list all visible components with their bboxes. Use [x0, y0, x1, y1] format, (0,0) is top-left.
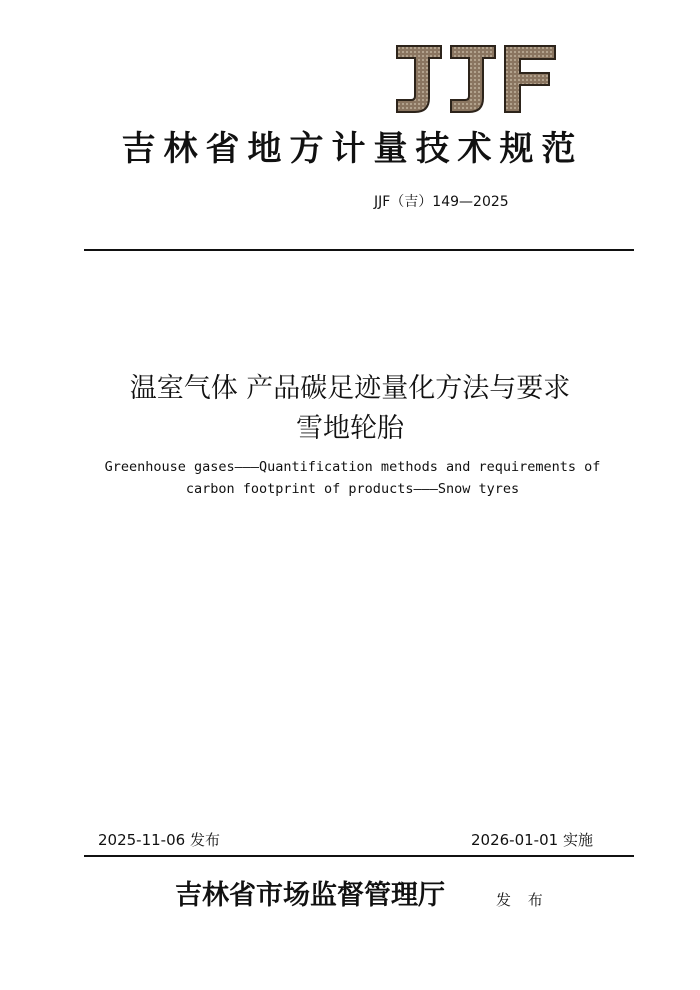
- issuing-authority: 吉林省市场监督管理厅: [175, 880, 445, 911]
- jjf-logo-icon: [393, 42, 561, 116]
- english-title-line-1: Greenhouse gases———Quantification methods and requirements of: [104, 459, 601, 475]
- chinese-title-line-1: 温室气体 产品碳足迹量化方法与要求: [129, 373, 571, 404]
- issue-date: 2025-11-06 发布: [98, 831, 220, 849]
- english-title-line-2: carbon footprint of products———Snow tyres: [185, 481, 520, 497]
- standard-code: JJF（吉）149—2025: [374, 194, 509, 210]
- top-divider: [84, 249, 634, 251]
- chinese-title-line-2: 雪地轮胎: [296, 413, 404, 444]
- bottom-divider: [84, 855, 634, 857]
- implementation-date: 2026-01-01 实施: [471, 831, 593, 849]
- standard-category-title: 吉林省地方计量技术规范: [121, 129, 584, 169]
- issuer-suffix: 发 布: [496, 891, 549, 909]
